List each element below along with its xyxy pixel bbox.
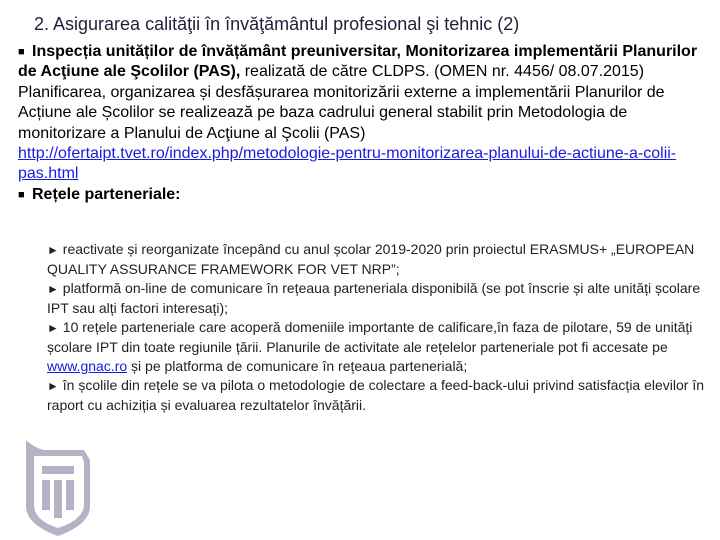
list-item-text: în școlile din rețele se va pilota o metodologie de colectare a feed-back-ului privind satisfacția elevilor în raport cu achiziția și evaluarea rezultatelor învățării. [47,377,705,413]
list-item-text: 10 rețele parteneriale care acoperă domeniile importante de calificare,în faza de pilotare, 59 de unități școlare IPT din toate regiunile țării. Planurile de activitate ale rețelelor parteneriale pot fi accesate pe [47,319,693,355]
methodology-link-line [18,144,712,185]
list-item [47,318,715,376]
inspection-reference: realizată de către CLDPS. (OMEN nr. 4456/ 08.07.2015) [240,63,645,81]
main-content [18,42,712,205]
inspection-heading: Inspecția unităților de învățământ preuniversitar, Monitorizarea implementării Planurilor de Acţiune ale Şcolilor (PAS), [18,43,698,81]
arrow-bullet-icon: ► [47,321,59,335]
methodology-link[interactable]: http://ofertaipt.tvet.ro/index.php/metodologie-pentru-monitorizarea-planului-de-actiune-a-colii-pas.html [18,145,677,183]
list-item-text: platformă on-line de comunicare în rețeaua parteneriala disponibilă (se pot înscrie și alte unități școlare IPT sau alți factori interesați); [47,280,701,316]
list-item [47,240,715,279]
square-bullet-icon: ■ [18,46,25,58]
list-item-text: și pe platforma de comunicare în rețeaua partenerială; [127,358,468,374]
list-item-text: reactivate și reorganizate începând cu anul școlar 2019-2020 prin proiectul ERASMUS+ „EUROPEAN QUALITY ASSURANCE FRAMEWORK FOR VET NRP”; [47,241,695,277]
networks-heading: Rețele parteneriale: [32,185,181,203]
paragraph-networks [18,185,712,205]
arrow-bullet-icon: ► [47,282,59,296]
ministry-emblem-icon [8,436,108,540]
paragraph-inspection [18,42,712,83]
gnac-link[interactable]: www.gnac.ro [47,358,128,374]
arrow-bullet-icon: ► [47,243,59,257]
arrow-bullet-icon: ► [47,379,59,393]
slide-title: 2. Asigurarea calităţii în învăţământul profesional şi tehnic (2) [34,14,520,34]
list-item [47,376,715,415]
square-bullet-icon: ■ [18,188,25,201]
paragraph-monitoring: Planificarea, organizarea și desfășurarea monitorizării externe a implementării Planurilor de Acțiune ale Școlilor se realizează pe baza cadrului general stabilit prin Metodologia de monitorizare a Planului de Acţiune al Şcolii (PAS) [18,83,665,142]
networks-list [47,240,715,415]
list-item [47,279,715,318]
